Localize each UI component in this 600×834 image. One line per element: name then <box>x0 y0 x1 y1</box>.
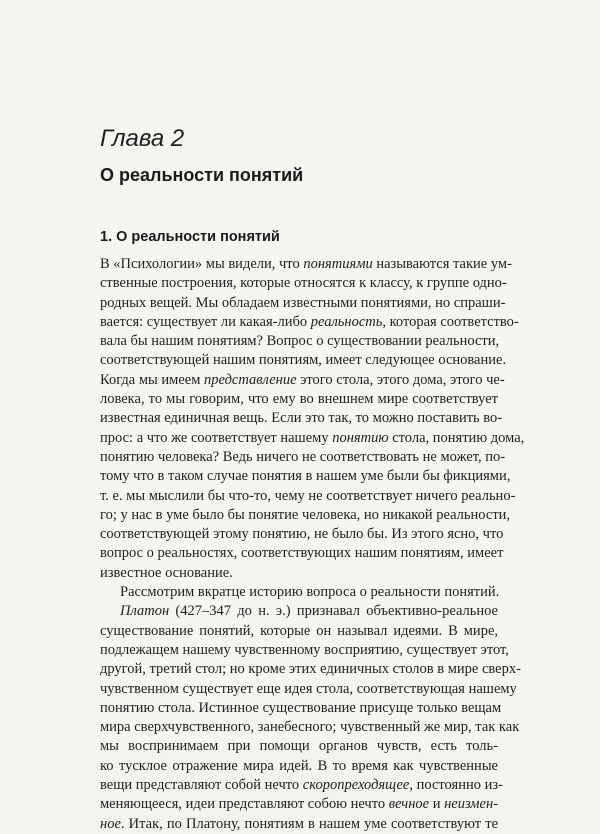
text-run: понятию стола. Истинное существование присуще только вещам <box>100 699 502 716</box>
text-run: другой, третий стол; но кроме этих единичных столов в мире сверх- <box>100 661 521 678</box>
body-text <box>100 255 525 834</box>
text-run: , постоянно из- <box>409 777 503 794</box>
body-line <box>100 371 505 390</box>
text-run: ловека, то мы говорим, что ему во внешнем мире соответствует <box>100 391 498 408</box>
italic-term: понятию <box>332 429 389 446</box>
section-title: 1. О реальности понятий <box>100 229 280 245</box>
text-run: , которая соответство- <box>382 313 519 330</box>
body-line <box>100 409 503 428</box>
body-line <box>100 564 498 583</box>
body-line <box>100 757 498 776</box>
body-line <box>100 795 498 814</box>
body-line <box>100 602 498 621</box>
text-run: (427–347 до н. э.) признавал объективно-реальное <box>169 603 498 620</box>
body-line <box>100 718 520 737</box>
text-run: родных вещей. Мы обладаем известными понятиями, но спраши- <box>100 294 506 311</box>
body-line <box>100 487 516 506</box>
text-run: стола, понятию дома, <box>388 429 525 446</box>
text-run: вала бы нашим понятиям? Вопрос о существовании реальности, <box>100 333 500 350</box>
body-line <box>100 776 503 795</box>
body-line <box>100 680 517 699</box>
text-run: подлежащем нашему чувственному восприятию, существует этот, <box>100 641 509 658</box>
text-run: соответствующей нашим понятиям, имеет следующее основание. <box>100 352 507 369</box>
body-line <box>100 255 512 274</box>
text-run: мира сверхчувственного, занебесного; чувственный же мир, так как <box>100 719 520 736</box>
italic-term: Платон <box>120 603 170 620</box>
text-run: называются такие ум- <box>372 256 512 272</box>
text-run: . Итак, по Платону, понятиям в нашем уме соответствуют те <box>120 815 498 832</box>
italic-term: реальность <box>310 313 383 330</box>
text-run: этого стола, этого дома, этого че- <box>296 371 505 388</box>
body-line <box>100 313 519 332</box>
text-run: Рассмотрим вкратце историю вопроса о реальности понятий. <box>120 584 500 601</box>
text-run: тому что в таком случае понятия в нашем уме были бы фикциями, <box>100 468 511 485</box>
body-line <box>100 815 498 834</box>
body-line <box>100 429 525 448</box>
text-run: прос: а что же соответствует нашему <box>100 429 333 446</box>
body-line <box>100 332 498 351</box>
italic-term: скоропреходящее <box>302 777 410 794</box>
text-run: Когда мы имеем <box>100 371 205 388</box>
body-line <box>100 467 511 486</box>
italic-term: ное <box>100 815 121 832</box>
text-run: ственные построения, которые относятся к классу, к группе одно- <box>100 275 507 292</box>
text-run: меняющееся, идеи представляют собою нечто <box>100 796 389 813</box>
text-run: В «Психологии» мы видели, что <box>100 256 304 272</box>
text-run: т. е. мы мыслили бы что-то, чему не соответствует ничего реально- <box>100 487 516 504</box>
text-run: известное основание. <box>100 564 233 581</box>
text-run: чувственном существует еще идея стола, соответствующая нашему <box>100 680 517 697</box>
body-line <box>100 294 506 313</box>
text-run: го; у нас в уме было бы понятие человека, но никакой реальности, <box>100 506 511 523</box>
text-run: понятию человека? Ведь ничего не соответствовать не может, по- <box>100 448 506 465</box>
text-run: соответствующей этому понятию, не было бы. Из этого ясно, что <box>100 526 504 543</box>
body-line <box>100 390 498 409</box>
body-line <box>100 660 521 679</box>
chapter-title: О реальности понятий <box>100 165 304 185</box>
italic-term: неизмен- <box>444 796 498 813</box>
italic-term: представление <box>204 371 297 388</box>
body-line <box>100 699 502 718</box>
text-run: мы воспринимаем при помощи органов чувств, есть толь- <box>100 738 498 755</box>
text-run: вещи представляют собой нечто <box>100 777 303 794</box>
body-line <box>100 622 498 641</box>
text-run: ко тусклое отражение мира идей. В то время как чувственные <box>100 757 498 774</box>
body-line <box>100 583 498 602</box>
text-run: и <box>429 796 445 813</box>
text-run: известная единичная вещь. Если это так, то можно поставить во- <box>100 410 503 427</box>
text-run: вается: существует ли какая-либо <box>100 313 311 330</box>
text-run: существование понятий, которые он называл идеями. В мире, <box>100 622 498 639</box>
body-line <box>100 525 504 544</box>
text-run: вопрос о реальностях, соответствующих нашим понятиям, имеет <box>100 545 504 562</box>
body-line <box>100 737 498 756</box>
italic-term: вечное <box>388 796 430 813</box>
body-line <box>100 544 504 563</box>
body-line <box>100 351 507 370</box>
body-line <box>100 506 511 525</box>
body-line <box>100 641 509 660</box>
italic-term: понятиями <box>303 256 373 272</box>
chapter-label: Глава 2 <box>100 125 185 152</box>
body-line <box>100 274 507 293</box>
body-line <box>100 448 506 467</box>
